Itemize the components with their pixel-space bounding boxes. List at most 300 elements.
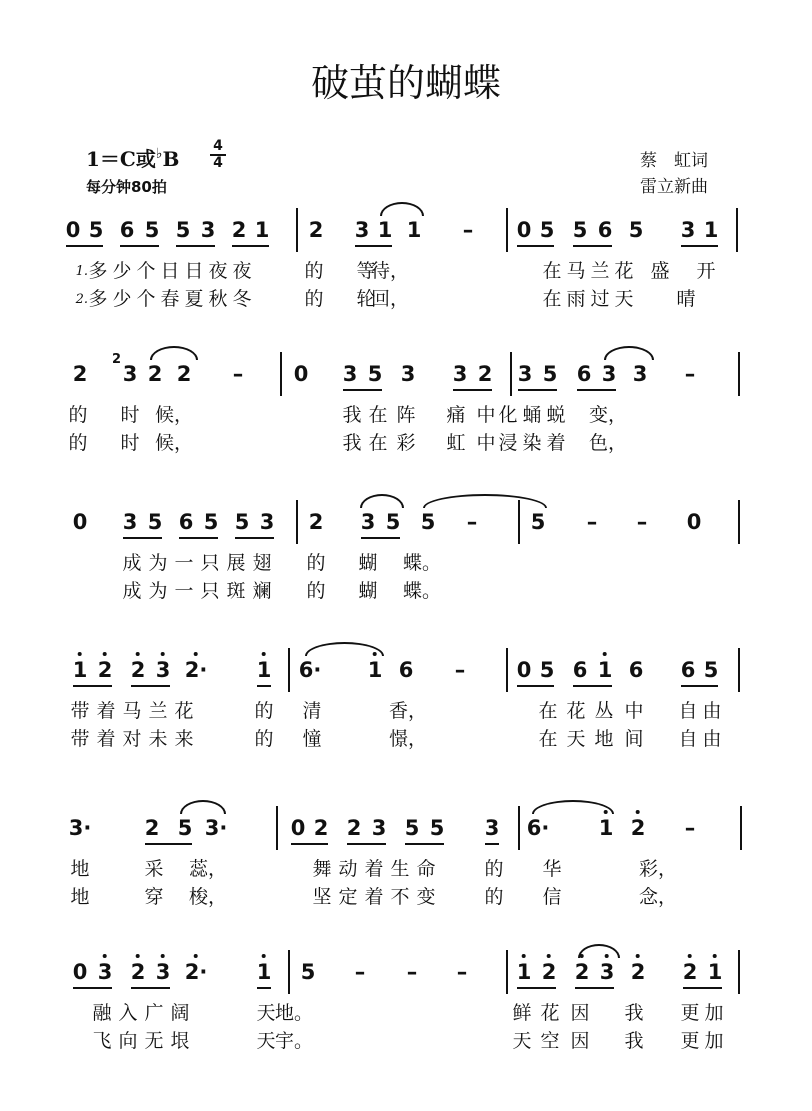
note: 3 xyxy=(156,658,171,682)
note: 3 xyxy=(484,816,500,840)
slur-arc xyxy=(604,346,654,360)
beam-underline xyxy=(485,843,499,845)
note: – xyxy=(232,362,244,386)
beam-underline xyxy=(131,987,170,989)
octave-dot xyxy=(262,954,266,958)
beam-underline xyxy=(361,537,400,539)
lyric-verse-1: 蝴 xyxy=(358,552,378,574)
time-top: 4 xyxy=(213,138,223,154)
lyric-verse-2: 过 xyxy=(590,288,610,310)
note: 1 xyxy=(708,960,723,984)
bar-line xyxy=(288,950,290,994)
lyric-verse-2: 为 xyxy=(148,580,168,602)
note: 1 xyxy=(254,218,270,242)
lyric-verse-2: 垠 xyxy=(170,1030,190,1052)
lyric-verse-1: 香， xyxy=(388,700,428,722)
verse-number: 2. xyxy=(75,292,88,307)
lyric-verse-1: 阔 xyxy=(170,1002,190,1024)
lyric-verse-2: 虹 xyxy=(446,432,466,454)
lyric-verse-1: 我 xyxy=(342,404,362,426)
note: 2· xyxy=(185,658,208,682)
lyric-verse-2: 自 xyxy=(678,728,698,750)
note: 3 xyxy=(259,510,275,534)
beam-underline xyxy=(683,987,722,989)
lyric-verse-2: 念， xyxy=(638,886,678,908)
lyric-verse-2: 在 xyxy=(538,728,558,750)
note: 5 xyxy=(88,218,104,242)
lyric-verse-2: 憧 xyxy=(302,728,322,750)
lyric-verse-2: 浸 xyxy=(498,432,518,454)
lyric-verse-2: 加 xyxy=(704,1030,724,1052)
note: 2 xyxy=(144,816,160,840)
note: 2 xyxy=(72,362,88,386)
slur-arc xyxy=(532,800,614,814)
octave-dot xyxy=(262,652,266,656)
note: – xyxy=(406,960,418,984)
note: 3 xyxy=(452,362,468,386)
note: 5 xyxy=(703,658,719,682)
slur-arc xyxy=(578,944,620,958)
note: 2 xyxy=(631,960,646,984)
bar-line xyxy=(740,806,742,850)
beam-underline xyxy=(131,685,170,687)
slur-arc xyxy=(380,202,424,216)
lyric-verse-1: 带 xyxy=(70,700,90,722)
note: 5 xyxy=(300,960,316,984)
note: – xyxy=(636,510,648,534)
note: 1 xyxy=(517,960,532,984)
octave-dot xyxy=(603,652,607,656)
lyric-verse-1: 的 xyxy=(306,552,326,574)
lyric-verse-1: 蛹 xyxy=(522,404,542,426)
note: 6 xyxy=(576,362,592,386)
lyric-verse-1: 着 xyxy=(96,700,116,722)
grace-note: 2 xyxy=(112,352,122,367)
octave-dot xyxy=(522,954,526,958)
lyric-verse-2: 蝶。 xyxy=(402,580,442,602)
lyric-verse-1: 兰 xyxy=(148,700,168,722)
lyric-verse-2: 回， xyxy=(370,288,410,310)
bar-line xyxy=(280,352,282,396)
lyric-verse-1: 一 xyxy=(174,552,194,574)
note: 0 xyxy=(516,218,532,242)
lyric-verse-2: 天 xyxy=(256,1030,276,1052)
note: – xyxy=(684,816,696,840)
bar-line xyxy=(736,208,738,252)
bar-line xyxy=(738,950,740,994)
lyric-verse-1: 自 xyxy=(678,700,698,722)
lyric-verse-2: 坚 xyxy=(312,886,332,908)
lyric-verse-2: 未 xyxy=(148,728,168,750)
tempo-marking: 每分钟80拍 xyxy=(86,178,167,196)
lyric-verse-2: 穿 xyxy=(144,886,164,908)
key-prefix: 1＝C或 xyxy=(86,147,156,171)
lyric-verse-2: 天 xyxy=(566,728,586,750)
beam-underline xyxy=(235,537,274,539)
note: 0 xyxy=(293,362,309,386)
octave-dot xyxy=(136,652,140,656)
note: 2 xyxy=(231,218,247,242)
lyric-verse-1: 兰 xyxy=(590,260,610,282)
lyric-verse-1: 花 xyxy=(614,260,634,282)
lyric-verse-2: 天 xyxy=(512,1030,532,1052)
beam-underline xyxy=(517,245,554,247)
lyric-verse-1: 马 xyxy=(122,700,142,722)
lyric-verse-2: 雨 xyxy=(566,288,586,310)
note: 6 xyxy=(628,658,644,682)
lyric-verse-2: 斓 xyxy=(252,580,272,602)
note: 0 xyxy=(686,510,702,534)
bar-line xyxy=(506,648,508,692)
lyric-verse-2: 多 xyxy=(88,288,108,310)
note: 6 xyxy=(398,658,414,682)
note: 5 xyxy=(177,816,193,840)
note: 0 xyxy=(516,658,532,682)
lyric-verse-1: 变， xyxy=(588,404,628,426)
lyric-verse-2: 定 xyxy=(338,886,358,908)
lyric-verse-1: 广 xyxy=(144,1002,164,1024)
lyric-verse-1: 候， xyxy=(154,404,194,426)
note: 3· xyxy=(68,816,92,840)
lyric-verse-2: 斑 xyxy=(226,580,246,602)
lyric-verse-1: 为 xyxy=(148,552,168,574)
octave-dot xyxy=(136,954,140,958)
note: 3 xyxy=(680,218,696,242)
lyric-verse-1: 痛 xyxy=(446,404,466,426)
note: 5 xyxy=(530,510,546,534)
octave-dot xyxy=(78,652,82,656)
note: 3 xyxy=(98,960,113,984)
lyric-verse-2: 冬 xyxy=(232,288,252,310)
lyric-verse-1: 融 xyxy=(92,1002,112,1024)
note: 1 xyxy=(406,218,422,242)
octave-dot xyxy=(547,954,551,958)
lyric-verse-1: 鲜 xyxy=(512,1002,532,1024)
beam-underline xyxy=(257,987,271,989)
beam-underline xyxy=(120,245,159,247)
lyric-verse-2: 因 xyxy=(570,1030,590,1052)
lyric-verse-2: 秋 xyxy=(208,288,228,310)
beam-underline xyxy=(577,389,616,391)
note: 2 xyxy=(683,960,698,984)
lyric-verse-2: 时 xyxy=(120,432,140,454)
lyric-verse-1: 夜 xyxy=(208,260,228,282)
lyric-verse-2: 轮 xyxy=(356,288,376,310)
note: 1 xyxy=(598,658,613,682)
lyric-verse-1: 在 xyxy=(542,260,562,282)
lyric-verse-2: 色， xyxy=(588,432,628,454)
note: 3 xyxy=(371,816,387,840)
lyric-verse-1: 日 xyxy=(184,260,204,282)
note: 2 xyxy=(308,218,324,242)
song-title: 破茧的蝴蝶 xyxy=(310,61,501,105)
note: 3 xyxy=(632,362,648,386)
lyric-verse-2: 带 xyxy=(70,728,90,750)
lyric-verse-2: 着 xyxy=(546,432,566,454)
time-bottom: 4 xyxy=(213,155,223,171)
note: – xyxy=(684,362,696,386)
slur-arc xyxy=(150,346,198,360)
note: 6 xyxy=(597,218,613,242)
lyric-verse-2: 着 xyxy=(96,728,116,750)
lyric-verse-1: 化 xyxy=(498,404,518,426)
lyric-verse-1: 彩， xyxy=(638,858,678,880)
note: 5 xyxy=(542,362,558,386)
lyric-verse-2: 间 xyxy=(624,728,644,750)
note: 5 xyxy=(420,510,436,534)
note: 3 xyxy=(517,362,533,386)
lyric-verse-1: 少 xyxy=(112,260,132,282)
note: 3 xyxy=(122,510,138,534)
beam-underline xyxy=(73,685,112,687)
lyric-verse-1: 翅 xyxy=(252,552,272,574)
verse-number: 1. xyxy=(75,264,88,279)
note: 2 xyxy=(176,362,192,386)
bar-line xyxy=(296,208,298,252)
lyric-verse-2: 成 xyxy=(122,580,142,602)
note: – xyxy=(462,218,474,242)
beam-underline xyxy=(291,843,328,845)
lyric-verse-1: 在 xyxy=(538,700,558,722)
lyric-verse-2: 的 xyxy=(304,288,324,310)
bar-line xyxy=(738,500,740,544)
note: – xyxy=(354,960,366,984)
lyric-verse-2: 对 xyxy=(122,728,142,750)
note: 6· xyxy=(298,658,322,682)
lyric-verse-2: 个 xyxy=(136,288,156,310)
lyric-verse-1: 马 xyxy=(566,260,586,282)
lyric-verse-1: 舞 xyxy=(312,858,332,880)
octave-dot xyxy=(688,954,692,958)
note: 5 xyxy=(367,362,383,386)
note: 2· xyxy=(185,960,208,984)
lyric-verse-1: 着 xyxy=(364,858,384,880)
beam-underline xyxy=(681,245,718,247)
octave-dot xyxy=(103,652,107,656)
note: 6 xyxy=(178,510,194,534)
note: 1 xyxy=(257,960,272,984)
slur-arc xyxy=(180,800,226,814)
note: 6 xyxy=(119,218,135,242)
beam-underline xyxy=(573,685,612,687)
lyric-verse-1: 蜕 xyxy=(546,404,566,426)
bar-line xyxy=(518,806,520,850)
lyric-verse-1: 清 xyxy=(302,700,322,722)
lyric-verse-1: 的 xyxy=(484,858,504,880)
note: 0 xyxy=(290,816,306,840)
lyric-verse-2: 地 xyxy=(594,728,614,750)
note: 2 xyxy=(313,816,329,840)
beam-underline xyxy=(232,245,269,247)
lyric-verse-1: 花 xyxy=(540,1002,560,1024)
octave-dot xyxy=(194,954,198,958)
lyric-verse-2: 的 xyxy=(68,432,88,454)
time-signature xyxy=(210,140,226,170)
flat-sign: ♭ xyxy=(155,146,163,162)
note: 5 xyxy=(628,218,644,242)
note: 6· xyxy=(526,816,550,840)
lyric-verse-2: 中 xyxy=(476,432,496,454)
key-signature xyxy=(86,143,179,172)
lyric-verse-1: 等 xyxy=(356,260,376,282)
lyric-verse-1: 采 xyxy=(144,858,164,880)
lyric-verse-2: 春 xyxy=(160,288,180,310)
bar-line xyxy=(506,950,508,994)
note: 3 xyxy=(601,362,617,386)
lyric-verse-1: 的 xyxy=(254,700,274,722)
lyric-verse-1: 成 xyxy=(122,552,142,574)
lyric-verse-2: 在 xyxy=(542,288,562,310)
lyric-verse-1: 中 xyxy=(476,404,496,426)
beam-underline xyxy=(517,685,554,687)
note: 3 xyxy=(600,960,615,984)
note: 2 xyxy=(346,816,362,840)
beam-underline xyxy=(123,537,162,539)
note: 0 xyxy=(65,218,81,242)
lyric-verse-1: 展 xyxy=(226,552,246,574)
note: 2 xyxy=(98,658,113,682)
lyric-verse-2: 天 xyxy=(614,288,634,310)
note: 6 xyxy=(572,658,588,682)
lyric-verse-2: 我 xyxy=(624,1030,644,1052)
note: 2 xyxy=(131,960,146,984)
lyric-verse-1: 个 xyxy=(136,260,156,282)
note: – xyxy=(456,960,468,984)
bar-line xyxy=(738,648,740,692)
lyric-verse-1: 阵 xyxy=(396,404,416,426)
composer-credit: 雷立新曲 xyxy=(640,177,708,197)
slur-arc xyxy=(423,494,547,508)
lyricist-credit: 蔡 虹词 xyxy=(640,151,708,171)
note: 2 xyxy=(575,960,590,984)
lyric-verse-2: 地 xyxy=(70,886,90,908)
note: 3· xyxy=(204,816,228,840)
slur-arc xyxy=(305,642,384,656)
lyric-verse-1: 的 xyxy=(68,404,88,426)
beam-underline xyxy=(453,389,492,391)
note: 5 xyxy=(572,218,588,242)
note: 5 xyxy=(539,658,555,682)
lyric-verse-1: 天 xyxy=(256,1002,276,1024)
lyric-verse-2: 我 xyxy=(342,432,362,454)
bar-line xyxy=(506,208,508,252)
beam-underline xyxy=(145,843,192,845)
note: 6 xyxy=(680,658,696,682)
lyric-verse-1: 中 xyxy=(624,700,644,722)
bar-line xyxy=(738,352,740,396)
lyric-verse-2: 不 xyxy=(390,886,410,908)
slur-arc xyxy=(360,494,404,508)
note: 2 xyxy=(631,816,646,840)
lyric-verse-2: 梭， xyxy=(188,886,228,908)
note: 3 xyxy=(354,218,370,242)
lyric-verse-1: 在 xyxy=(368,404,388,426)
lyric-verse-2: 飞 xyxy=(92,1030,112,1052)
lyric-verse-2: 的 xyxy=(484,886,504,908)
note: 5 xyxy=(203,510,219,534)
octave-dot xyxy=(161,652,165,656)
lyric-verse-2: 空 xyxy=(540,1030,560,1052)
note: 1 xyxy=(368,658,383,682)
lyric-verse-1: 盛 xyxy=(650,260,670,282)
octave-dot xyxy=(103,954,107,958)
lyric-verse-1: 蕊， xyxy=(188,858,228,880)
lyric-verse-1: 华 xyxy=(542,858,562,880)
lyric-verse-2: 蝴 xyxy=(358,580,378,602)
beam-underline xyxy=(405,843,444,845)
lyric-verse-1: 时 xyxy=(120,404,140,426)
note: 2 xyxy=(131,658,146,682)
lyric-verse-1: 开 xyxy=(696,260,716,282)
lyric-verse-1: 更 xyxy=(680,1002,700,1024)
beam-underline xyxy=(518,389,557,391)
beam-underline xyxy=(517,987,556,989)
lyric-verse-2: 变 xyxy=(416,886,436,908)
lyric-verse-2: 的 xyxy=(254,728,274,750)
bar-line xyxy=(510,352,512,396)
lyric-verse-2: 晴 xyxy=(676,288,696,310)
lyric-verse-2: 只 xyxy=(200,580,220,602)
bar-line xyxy=(288,648,290,692)
lyric-verse-2: 由 xyxy=(702,728,722,750)
lyric-verse-1: 只 xyxy=(200,552,220,574)
lyric-verse-2: 无 xyxy=(144,1030,164,1052)
note: – xyxy=(466,510,478,534)
octave-dot xyxy=(713,954,717,958)
lyric-verse-2: 彩 xyxy=(396,432,416,454)
lyric-verse-2: 的 xyxy=(306,580,326,602)
lyric-verse-2: 在 xyxy=(368,432,388,454)
lyric-verse-2: 一 xyxy=(174,580,194,602)
lyric-verse-1: 命 xyxy=(416,858,436,880)
lyric-verse-1: 多 xyxy=(88,260,108,282)
lyric-verse-1: 的 xyxy=(304,260,324,282)
lyric-verse-2: 少 xyxy=(112,288,132,310)
lyric-verse-1: 地 xyxy=(70,858,90,880)
bar-line xyxy=(276,806,278,850)
beam-underline xyxy=(573,245,612,247)
bar-line xyxy=(296,500,298,544)
lyric-verse-2: 憬， xyxy=(388,728,428,750)
beam-underline xyxy=(176,245,215,247)
note: 5 xyxy=(539,218,555,242)
beam-underline xyxy=(179,537,218,539)
lyric-verse-1: 蝶。 xyxy=(402,552,442,574)
lyric-verse-1: 由 xyxy=(702,700,722,722)
lyric-verse-1: 加 xyxy=(704,1002,724,1024)
note: 3 xyxy=(156,960,171,984)
octave-dot xyxy=(636,810,640,814)
octave-dot xyxy=(636,954,640,958)
lyric-verse-2: 宇。 xyxy=(274,1030,314,1052)
beam-underline xyxy=(257,685,271,687)
note: 0 xyxy=(72,960,88,984)
lyric-verse-1: 地。 xyxy=(274,1002,314,1024)
lyric-verse-2: 夏 xyxy=(184,288,204,310)
lyric-verse-2: 来 xyxy=(174,728,194,750)
note: 2 xyxy=(477,362,493,386)
lyric-verse-1: 动 xyxy=(338,858,358,880)
note: 5 xyxy=(429,816,445,840)
note: 3 xyxy=(200,218,216,242)
lyric-verse-1: 丛 xyxy=(594,700,614,722)
beam-underline xyxy=(681,685,718,687)
note: 1 xyxy=(599,816,614,840)
lyric-verse-2: 着 xyxy=(364,886,384,908)
beam-underline xyxy=(343,389,382,391)
note: 5 xyxy=(147,510,163,534)
note: 1 xyxy=(703,218,719,242)
